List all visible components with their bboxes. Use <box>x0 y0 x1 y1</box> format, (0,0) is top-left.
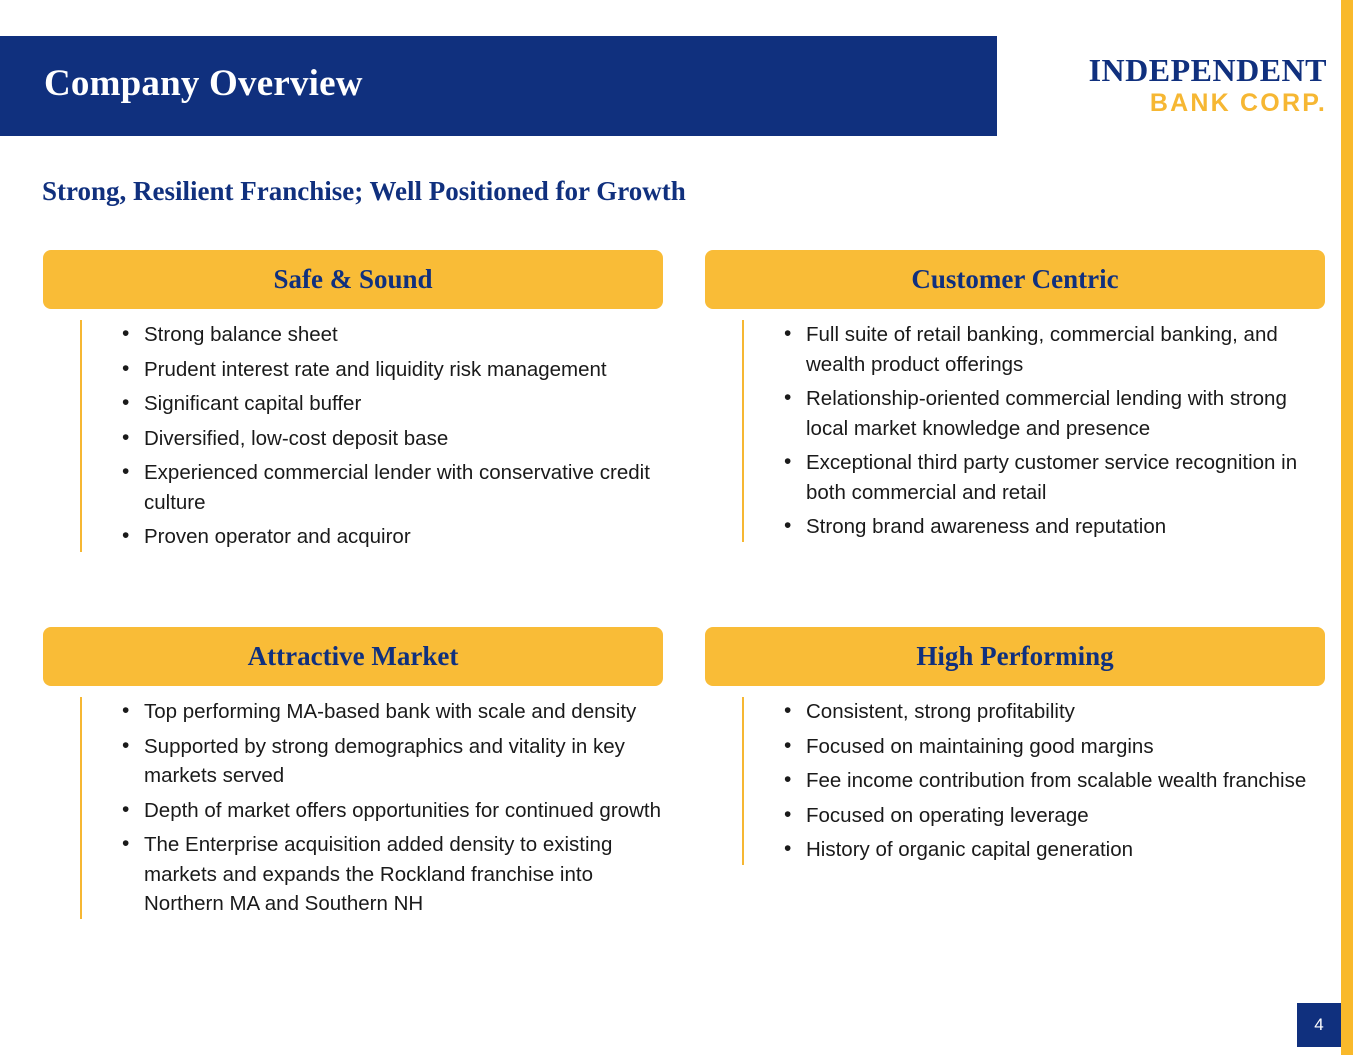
list-item: • Experienced commercial lender with conservative credit culture <box>144 458 663 517</box>
slide-subtitle: Strong, Resilient Franchise; Well Positioned for Growth <box>42 176 686 206</box>
panel-attractive-market <box>43 627 663 924</box>
list-item: • Significant capital buffer <box>144 389 663 419</box>
panel-title: Customer Centric <box>911 264 1119 294</box>
right-accent-bar-inner <box>1353 0 1365 1055</box>
list-item: • Strong balance sheet <box>144 320 663 350</box>
panel-title: Safe & Sound <box>273 264 433 294</box>
list-item: • Strong brand awareness and reputation <box>806 512 1325 542</box>
panel-title: Attractive Market <box>247 641 459 671</box>
list-item: • Proven operator and acquiror <box>144 522 663 552</box>
list-item: • Prudent interest rate and liquidity risk management <box>144 355 663 385</box>
panel-header <box>705 250 1325 309</box>
right-accent-bar <box>1341 0 1365 1055</box>
panel-header <box>705 627 1325 686</box>
panel-header <box>43 250 663 309</box>
list-item: • Top performing MA-based bank with scale and density <box>144 697 663 727</box>
panel-high-performing <box>705 627 1325 870</box>
list-item: • Exceptional third party customer service recognition in both commercial and retail <box>806 448 1325 507</box>
page-title: Company Overview <box>44 63 363 104</box>
list-item: • Relationship-oriented commercial lending with strong local market knowledge and presence <box>806 384 1325 443</box>
panel-safe-and-sound <box>43 250 663 557</box>
list-item: • History of organic capital generation <box>806 835 1325 865</box>
panel-customer-centric <box>705 250 1325 547</box>
bullet-list <box>744 697 1325 865</box>
list-item: • Depth of market offers opportunities for continued growth <box>144 796 663 826</box>
company-logo <box>1057 52 1327 118</box>
bullet-list <box>82 320 663 552</box>
panel-header <box>43 627 663 686</box>
panel-body <box>80 697 663 919</box>
panel-body <box>742 697 1325 865</box>
list-item: • Focused on maintaining good margins <box>806 732 1325 762</box>
list-item: • Focused on operating leverage <box>806 801 1325 831</box>
panel-body <box>742 320 1325 542</box>
page-number-badge: 4 <box>1297 1003 1341 1047</box>
bullet-list <box>744 320 1325 542</box>
logo-wordmark-top: INDEPENDENT <box>1088 52 1327 88</box>
list-item: • The Enterprise acquisition added density to existing markets and expands the Rockland franchise into Northern MA and Southern NH <box>144 830 663 919</box>
list-item: • Consistent, strong profitability <box>806 697 1325 727</box>
panel-body <box>80 320 663 552</box>
bullet-list <box>82 697 663 919</box>
logo-wordmark-bottom: BANK CORP. <box>1149 89 1327 117</box>
list-item: • Fee income contribution from scalable wealth franchise <box>806 766 1325 796</box>
list-item: • Full suite of retail banking, commercial banking, and wealth product offerings <box>806 320 1325 379</box>
panel-title: High Performing <box>916 641 1114 671</box>
list-item: • Diversified, low-cost deposit base <box>144 424 663 454</box>
list-item: • Supported by strong demographics and vitality in key markets served <box>144 732 663 791</box>
